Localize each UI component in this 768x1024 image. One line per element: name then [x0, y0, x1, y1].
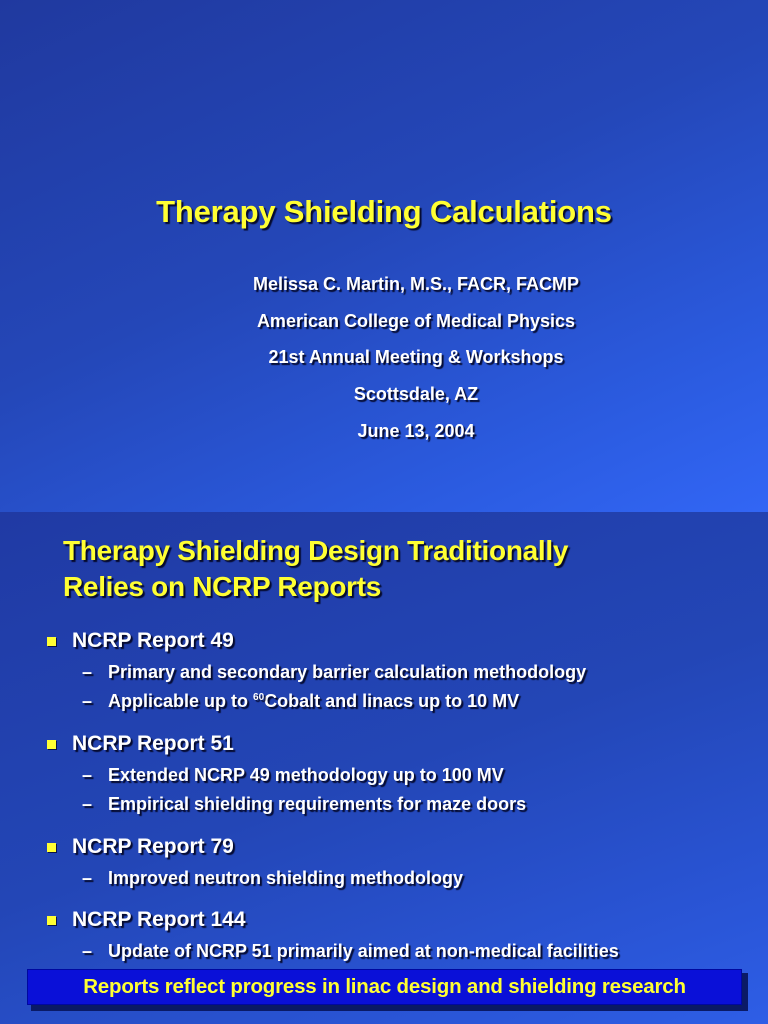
square-bullet-icon — [47, 843, 56, 852]
heading-line-1: Therapy Shielding Design Traditionally — [63, 535, 569, 566]
sub-item — [82, 764, 504, 786]
bullet-label: NCRP Report 51 — [72, 732, 234, 755]
sub-item-cobalt — [82, 690, 519, 712]
sub-item — [82, 940, 619, 962]
sub-item-text: Empirical shielding requirements for maze doors — [108, 793, 527, 814]
bullet-label: NCRP Report 49 — [72, 629, 234, 652]
dash-marker: – — [82, 940, 93, 961]
sub-item-text: Update of NCRP 51 primarily aimed at non-medical facilities — [108, 940, 619, 961]
bullet-ncrp-79 — [47, 834, 234, 860]
superscript-60: 60 — [253, 691, 265, 703]
cobalt-text-after: Cobalt and linacs up to 10 MV — [264, 690, 520, 711]
sub-item — [82, 793, 526, 815]
bullet-label: NCRP Report 79 — [72, 835, 234, 858]
square-bullet-icon — [47, 740, 56, 749]
bullet-label: NCRP Report 144 — [72, 908, 246, 931]
organization-line: American College of Medical Physics — [256, 311, 576, 331]
location-line: Scottsdale, AZ — [353, 384, 479, 404]
dash-marker: – — [82, 690, 93, 711]
dash-marker: – — [82, 661, 93, 682]
square-bullet-icon — [47, 637, 56, 646]
sub-item-text — [108, 691, 519, 712]
sub-item-text: Improved neutron shielding methodology — [108, 867, 464, 888]
meeting-line: 21st Annual Meeting & Workshops — [268, 347, 564, 367]
sub-item — [82, 661, 586, 683]
bullet-ncrp-144 — [47, 907, 246, 933]
bullet-ncrp-49 — [47, 628, 234, 654]
sub-item-text: Extended NCRP 49 methodology up to 100 MV — [108, 764, 504, 785]
cobalt-text-before: Applicable up to — [108, 690, 254, 711]
bullet-ncrp-51 — [47, 731, 234, 757]
summary-banner: Reports reflect progress in linac design and shielding research — [27, 969, 742, 1005]
slide-heading — [63, 533, 568, 605]
dash-marker: – — [82, 793, 93, 814]
author-line: Melissa C. Martin, M.S., FACR, FACMP — [252, 274, 580, 294]
dash-marker: – — [82, 867, 93, 888]
date-line: June 13, 2004 — [357, 421, 475, 441]
square-bullet-icon — [47, 916, 56, 925]
heading-line-2: Relies on NCRP Reports — [63, 571, 382, 602]
sub-item-text: Primary and secondary barrier calculation methodology — [108, 661, 587, 682]
sub-item — [82, 867, 463, 889]
dash-marker: – — [82, 764, 93, 785]
slide-title: Therapy Shielding Calculations — [156, 194, 612, 229]
